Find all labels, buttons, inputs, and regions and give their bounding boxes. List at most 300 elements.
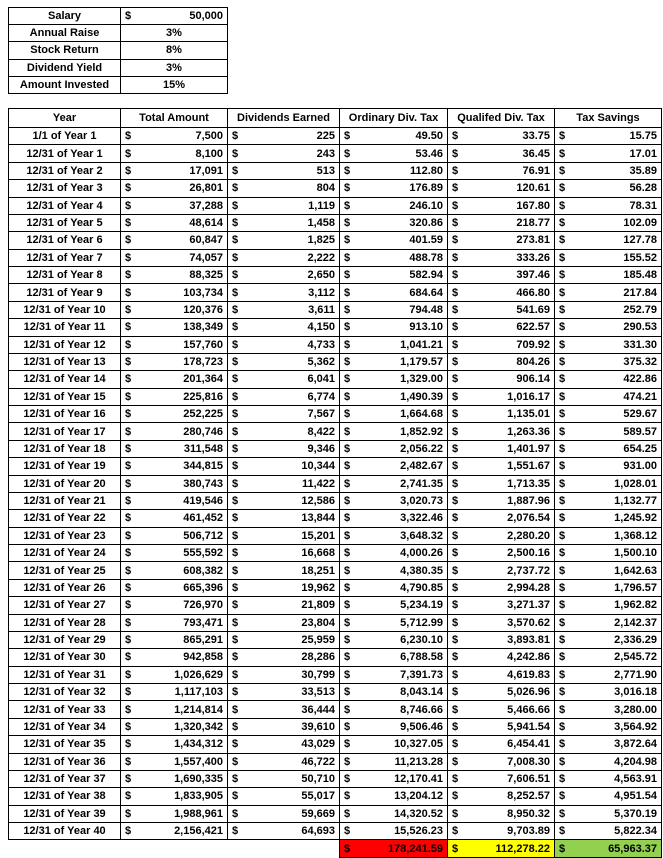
amount-cell[interactable]	[340, 162, 448, 179]
amount-cell[interactable]	[340, 736, 448, 753]
amount-cell[interactable]	[340, 631, 448, 648]
amount-cell[interactable]	[555, 214, 662, 231]
money-layout	[121, 182, 227, 194]
amount-cell[interactable]	[340, 701, 448, 718]
amount-cell[interactable]	[121, 579, 228, 596]
amount-cell[interactable]	[448, 701, 555, 718]
amount-cell[interactable]	[121, 753, 228, 770]
amount-cell[interactable]	[448, 631, 555, 648]
amount-cell[interactable]	[555, 805, 662, 822]
amount-cell[interactable]	[448, 440, 555, 457]
amount-cell[interactable]	[228, 423, 340, 440]
param-value[interactable]: 15%	[121, 76, 228, 93]
amount-cell[interactable]	[121, 562, 228, 579]
amount-cell[interactable]	[555, 666, 662, 683]
cell-value: 5,362	[307, 356, 335, 369]
amount-cell[interactable]	[121, 649, 228, 666]
amount-cell[interactable]	[448, 162, 555, 179]
cell-value: 9,506.46	[400, 720, 443, 733]
amount-cell[interactable]	[448, 527, 555, 544]
cell-value: 1,368.12	[614, 529, 657, 542]
amount-cell[interactable]	[340, 353, 448, 370]
amount-cell[interactable]	[121, 718, 228, 735]
year-cell[interactable]: 12/31 of Year 32	[9, 684, 121, 701]
amount-cell[interactable]	[555, 788, 662, 805]
year-cell[interactable]: 12/31 of Year 13	[9, 353, 121, 370]
amount-cell[interactable]	[121, 371, 228, 388]
amount-cell[interactable]	[121, 701, 228, 718]
money-layout	[228, 287, 339, 299]
year-cell[interactable]: 12/31 of Year 12	[9, 336, 121, 353]
amount-cell[interactable]	[228, 162, 340, 179]
amount-cell[interactable]	[228, 527, 340, 544]
amount-cell[interactable]	[448, 562, 555, 579]
amount-cell[interactable]	[340, 319, 448, 336]
currency-symbol: $	[452, 703, 459, 716]
amount-cell[interactable]	[555, 492, 662, 509]
year-cell[interactable]: 12/31 of Year 30	[9, 649, 121, 666]
amount-cell[interactable]	[448, 301, 555, 318]
amount-cell[interactable]	[340, 788, 448, 805]
amount-cell[interactable]	[228, 440, 340, 457]
amount-cell[interactable]	[340, 666, 448, 683]
year-cell[interactable]: 12/31 of Year 7	[9, 249, 121, 266]
amount-cell[interactable]	[555, 458, 662, 475]
amount-cell[interactable]	[448, 145, 555, 162]
column-header[interactable]: Year	[9, 109, 121, 128]
currency-symbol: $	[559, 599, 566, 612]
amount-cell[interactable]	[121, 492, 228, 509]
money-layout	[121, 651, 227, 663]
amount-cell[interactable]	[340, 579, 448, 596]
amount-cell[interactable]	[555, 319, 662, 336]
amount-cell[interactable]	[228, 353, 340, 370]
total-tax-savings-cell[interactable]	[555, 840, 662, 857]
amount-cell[interactable]	[228, 770, 340, 787]
amount-cell[interactable]	[340, 145, 448, 162]
currency-symbol: $	[232, 599, 239, 612]
amount-cell[interactable]	[555, 527, 662, 544]
amount-cell[interactable]	[555, 423, 662, 440]
amount-cell[interactable]	[228, 475, 340, 492]
amount-cell[interactable]	[340, 614, 448, 631]
amount-cell[interactable]	[448, 475, 555, 492]
amount-cell[interactable]	[121, 510, 228, 527]
amount-cell[interactable]	[121, 823, 228, 840]
amount-cell[interactable]	[448, 718, 555, 735]
amount-cell[interactable]	[555, 406, 662, 423]
amount-cell[interactable]	[228, 128, 340, 145]
param-value[interactable]: 8%	[121, 42, 228, 59]
amount-cell[interactable]	[448, 770, 555, 787]
column-header[interactable]: Total Amount	[121, 109, 228, 128]
year-cell[interactable]: 12/31 of Year 29	[9, 631, 121, 648]
amount-cell[interactable]	[121, 214, 228, 231]
amount-cell[interactable]	[340, 388, 448, 405]
year-cell[interactable]: 12/31 of Year 33	[9, 701, 121, 718]
amount-cell[interactable]	[448, 284, 555, 301]
money-layout	[340, 373, 447, 385]
currency-symbol: $	[452, 773, 459, 786]
amount-cell[interactable]	[340, 197, 448, 214]
amount-cell[interactable]	[448, 232, 555, 249]
amount-cell[interactable]	[555, 232, 662, 249]
amount-cell[interactable]	[228, 631, 340, 648]
amount-cell[interactable]	[448, 510, 555, 527]
amount-cell[interactable]	[340, 214, 448, 231]
money-layout	[555, 443, 661, 455]
param-label[interactable]: Salary	[9, 8, 121, 25]
param-label[interactable]: Annual Raise	[9, 25, 121, 42]
year-cell[interactable]: 12/31 of Year 14	[9, 371, 121, 388]
amount-cell[interactable]	[448, 319, 555, 336]
amount-cell[interactable]	[340, 336, 448, 353]
amount-cell[interactable]	[121, 249, 228, 266]
amount-cell[interactable]	[340, 128, 448, 145]
year-cell[interactable]: 12/31 of Year 21	[9, 492, 121, 509]
currency-symbol: $	[559, 651, 566, 664]
amount-cell[interactable]	[121, 631, 228, 648]
money-layout	[228, 356, 339, 368]
amount-cell[interactable]	[228, 301, 340, 318]
amount-cell[interactable]	[448, 388, 555, 405]
currency-symbol: $	[125, 147, 132, 160]
amount-cell[interactable]	[555, 249, 662, 266]
param-value[interactable]	[121, 8, 228, 25]
cell-value: 397.46	[516, 269, 550, 282]
amount-cell[interactable]	[448, 666, 555, 683]
param-value[interactable]: 3%	[121, 25, 228, 42]
amount-cell[interactable]	[121, 423, 228, 440]
amount-cell[interactable]	[555, 701, 662, 718]
amount-cell[interactable]	[228, 180, 340, 197]
amount-cell[interactable]	[340, 510, 448, 527]
amount-cell[interactable]	[448, 597, 555, 614]
amount-cell[interactable]	[555, 736, 662, 753]
amount-cell[interactable]	[228, 388, 340, 405]
amount-cell[interactable]	[448, 736, 555, 753]
amount-cell[interactable]	[228, 197, 340, 214]
column-header[interactable]: Tax Savings	[555, 109, 662, 128]
amount-cell[interactable]	[555, 267, 662, 284]
year-cell[interactable]: 12/31 of Year 22	[9, 510, 121, 527]
amount-cell[interactable]	[121, 284, 228, 301]
amount-cell[interactable]	[448, 423, 555, 440]
amount-cell[interactable]	[228, 562, 340, 579]
amount-cell[interactable]	[555, 823, 662, 840]
amount-cell[interactable]	[555, 510, 662, 527]
year-cell[interactable]: 12/31 of Year 23	[9, 527, 121, 544]
amount-cell[interactable]	[228, 718, 340, 735]
amount-cell[interactable]	[340, 458, 448, 475]
year-cell[interactable]: 12/31 of Year 17	[9, 423, 121, 440]
year-cell[interactable]: 12/31 of Year 35	[9, 736, 121, 753]
amount-cell[interactable]	[555, 180, 662, 197]
amount-cell[interactable]	[448, 353, 555, 370]
currency-symbol: $	[452, 720, 459, 733]
year-cell[interactable]: 12/31 of Year 27	[9, 597, 121, 614]
column-header[interactable]: Qualifed Div. Tax	[448, 109, 555, 128]
amount-cell[interactable]	[555, 145, 662, 162]
amount-cell[interactable]	[340, 545, 448, 562]
amount-cell[interactable]	[228, 597, 340, 614]
year-cell[interactable]: 12/31 of Year 6	[9, 232, 121, 249]
cell-value: 10,344	[301, 460, 335, 473]
amount-cell[interactable]	[228, 579, 340, 596]
year-cell[interactable]: 12/31 of Year 25	[9, 562, 121, 579]
amount-cell[interactable]	[121, 353, 228, 370]
amount-cell[interactable]	[121, 788, 228, 805]
param-label[interactable]: Stock Return	[9, 42, 121, 59]
amount-cell[interactable]	[228, 232, 340, 249]
amount-cell[interactable]	[448, 267, 555, 284]
param-label[interactable]: Dividend Yield	[9, 59, 121, 76]
amount-cell[interactable]	[228, 614, 340, 631]
amount-cell[interactable]	[555, 579, 662, 596]
year-cell[interactable]: 12/31 of Year 20	[9, 475, 121, 492]
amount-cell[interactable]	[228, 666, 340, 683]
amount-cell[interactable]	[340, 406, 448, 423]
amount-cell[interactable]	[340, 423, 448, 440]
year-cell[interactable]: 12/31 of Year 11	[9, 319, 121, 336]
amount-cell[interactable]	[448, 492, 555, 509]
amount-cell[interactable]	[340, 267, 448, 284]
amount-cell[interactable]	[121, 162, 228, 179]
amount-cell[interactable]	[555, 684, 662, 701]
year-cell[interactable]: 12/31 of Year 8	[9, 267, 121, 284]
amount-cell[interactable]	[121, 128, 228, 145]
money-layout	[340, 512, 447, 524]
year-cell[interactable]: 12/31 of Year 15	[9, 388, 121, 405]
amount-cell[interactable]	[228, 319, 340, 336]
amount-cell[interactable]	[121, 232, 228, 249]
amount-cell[interactable]	[448, 614, 555, 631]
amount-cell[interactable]	[228, 701, 340, 718]
amount-cell[interactable]	[121, 440, 228, 457]
amount-cell[interactable]	[228, 788, 340, 805]
amount-cell[interactable]	[228, 684, 340, 701]
year-cell[interactable]: 1/1 of Year 1	[9, 128, 121, 145]
total-ordinary-div-tax-cell[interactable]	[340, 840, 448, 857]
amount-cell[interactable]	[228, 545, 340, 562]
amount-cell[interactable]	[228, 267, 340, 284]
amount-cell[interactable]	[340, 562, 448, 579]
amount-cell[interactable]	[555, 353, 662, 370]
table-row	[9, 440, 662, 457]
year-cell[interactable]: 12/31 of Year 1	[9, 145, 121, 162]
amount-cell[interactable]	[555, 718, 662, 735]
amount-cell[interactable]	[555, 545, 662, 562]
year-cell[interactable]: 12/31 of Year 2	[9, 162, 121, 179]
amount-cell[interactable]	[228, 753, 340, 770]
amount-cell[interactable]	[555, 649, 662, 666]
amount-cell[interactable]	[121, 805, 228, 822]
year-cell[interactable]: 12/31 of Year 36	[9, 753, 121, 770]
money-layout	[228, 217, 339, 229]
amount-cell[interactable]	[340, 440, 448, 457]
amount-cell[interactable]	[121, 597, 228, 614]
amount-cell[interactable]	[228, 510, 340, 527]
amount-cell[interactable]	[121, 458, 228, 475]
amount-cell[interactable]	[121, 475, 228, 492]
amount-cell[interactable]	[340, 371, 448, 388]
year-cell[interactable]: 12/31 of Year 5	[9, 214, 121, 231]
amount-cell[interactable]	[121, 145, 228, 162]
amount-cell[interactable]	[448, 336, 555, 353]
amount-cell[interactable]	[555, 770, 662, 787]
cell-value: 33.75	[522, 130, 550, 143]
amount-cell[interactable]	[121, 527, 228, 544]
year-cell[interactable]: 12/31 of Year 19	[9, 458, 121, 475]
amount-cell[interactable]	[228, 214, 340, 231]
amount-cell[interactable]	[228, 406, 340, 423]
amount-cell[interactable]	[228, 284, 340, 301]
amount-cell[interactable]	[121, 406, 228, 423]
year-cell[interactable]: 12/31 of Year 18	[9, 440, 121, 457]
amount-cell[interactable]	[121, 736, 228, 753]
amount-cell[interactable]	[228, 736, 340, 753]
amount-cell[interactable]	[555, 631, 662, 648]
amount-cell[interactable]	[121, 301, 228, 318]
amount-cell[interactable]	[555, 440, 662, 457]
money-layout	[340, 530, 447, 542]
amount-cell[interactable]	[340, 475, 448, 492]
amount-cell[interactable]	[555, 388, 662, 405]
money-layout	[448, 721, 554, 733]
amount-cell[interactable]	[448, 197, 555, 214]
amount-cell[interactable]	[448, 545, 555, 562]
year-cell[interactable]: 12/31 of Year 28	[9, 614, 121, 631]
amount-cell[interactable]	[448, 649, 555, 666]
amount-cell[interactable]	[340, 180, 448, 197]
amount-cell[interactable]	[448, 406, 555, 423]
amount-cell[interactable]	[555, 371, 662, 388]
currency-symbol: $	[232, 807, 239, 820]
amount-cell[interactable]	[121, 336, 228, 353]
amount-cell[interactable]	[555, 614, 662, 631]
amount-cell[interactable]	[228, 249, 340, 266]
year-cell[interactable]: 12/31 of Year 26	[9, 579, 121, 596]
column-header[interactable]: Ordinary Div. Tax	[340, 109, 448, 128]
amount-cell[interactable]	[340, 684, 448, 701]
currency-symbol: $	[452, 130, 459, 143]
amount-cell[interactable]	[555, 475, 662, 492]
year-cell[interactable]: 12/31 of Year 24	[9, 545, 121, 562]
currency-symbol: $	[559, 686, 566, 699]
amount-cell[interactable]	[448, 128, 555, 145]
amount-cell[interactable]	[555, 301, 662, 318]
amount-cell[interactable]	[228, 336, 340, 353]
amount-cell[interactable]	[121, 197, 228, 214]
year-cell[interactable]: 12/31 of Year 3	[9, 180, 121, 197]
year-cell[interactable]: 12/31 of Year 9	[9, 284, 121, 301]
amount-cell[interactable]	[228, 805, 340, 822]
amount-cell[interactable]	[555, 562, 662, 579]
amount-cell[interactable]	[448, 753, 555, 770]
amount-cell[interactable]	[121, 614, 228, 631]
amount-cell[interactable]	[340, 232, 448, 249]
amount-cell[interactable]	[448, 579, 555, 596]
currency-symbol: $	[344, 529, 351, 542]
amount-cell[interactable]	[555, 284, 662, 301]
param-label[interactable]: Amount Invested	[9, 76, 121, 93]
year-cell[interactable]: 12/31 of Year 40	[9, 823, 121, 840]
amount-cell[interactable]	[340, 805, 448, 822]
money-layout	[555, 547, 661, 559]
amount-cell[interactable]	[555, 597, 662, 614]
amount-cell[interactable]	[340, 249, 448, 266]
amount-cell[interactable]	[121, 545, 228, 562]
year-cell[interactable]: 12/31 of Year 4	[9, 197, 121, 214]
amount-cell[interactable]	[448, 684, 555, 701]
amount-cell[interactable]	[448, 823, 555, 840]
amount-cell[interactable]	[340, 823, 448, 840]
cell-value: 59,669	[301, 807, 335, 820]
amount-cell[interactable]	[340, 301, 448, 318]
amount-cell[interactable]	[340, 492, 448, 509]
amount-cell[interactable]	[340, 753, 448, 770]
amount-cell[interactable]	[228, 823, 340, 840]
money-layout	[448, 182, 554, 194]
amount-cell[interactable]	[121, 666, 228, 683]
amount-cell[interactable]	[228, 649, 340, 666]
total-qualified-div-tax-cell[interactable]	[448, 840, 555, 857]
amount-cell[interactable]	[448, 458, 555, 475]
year-cell[interactable]: 12/31 of Year 16	[9, 406, 121, 423]
year-cell[interactable]: 12/31 of Year 37	[9, 770, 121, 787]
amount-cell[interactable]	[121, 770, 228, 787]
year-cell[interactable]: 12/31 of Year 34	[9, 718, 121, 735]
year-cell[interactable]: 12/31 of Year 31	[9, 666, 121, 683]
year-cell[interactable]: 12/31 of Year 38	[9, 788, 121, 805]
column-header[interactable]: Dividends Earned	[228, 109, 340, 128]
amount-cell[interactable]	[555, 162, 662, 179]
currency-symbol: $	[452, 564, 459, 577]
amount-cell[interactable]	[121, 684, 228, 701]
amount-cell[interactable]	[228, 492, 340, 509]
amount-cell[interactable]	[555, 753, 662, 770]
cell-value: 684.64	[409, 286, 443, 299]
money-layout	[555, 200, 661, 212]
amount-cell[interactable]	[340, 649, 448, 666]
amount-cell[interactable]	[228, 458, 340, 475]
amount-cell[interactable]	[121, 388, 228, 405]
amount-cell[interactable]	[121, 180, 228, 197]
amount-cell[interactable]	[448, 249, 555, 266]
amount-cell[interactable]	[340, 527, 448, 544]
amount-cell[interactable]	[340, 284, 448, 301]
amount-cell[interactable]	[448, 180, 555, 197]
amount-cell[interactable]	[228, 145, 340, 162]
amount-cell[interactable]	[340, 770, 448, 787]
amount-cell[interactable]	[121, 319, 228, 336]
amount-cell[interactable]	[448, 805, 555, 822]
money-layout	[228, 339, 339, 351]
amount-cell[interactable]	[555, 197, 662, 214]
amount-cell[interactable]	[448, 371, 555, 388]
amount-cell[interactable]	[121, 267, 228, 284]
amount-cell[interactable]	[340, 718, 448, 735]
amount-cell[interactable]	[340, 597, 448, 614]
year-cell[interactable]: 12/31 of Year 39	[9, 805, 121, 822]
year-cell[interactable]: 12/31 of Year 10	[9, 301, 121, 318]
amount-cell[interactable]	[555, 336, 662, 353]
amount-cell[interactable]	[555, 128, 662, 145]
amount-cell[interactable]	[448, 788, 555, 805]
amount-cell[interactable]	[228, 371, 340, 388]
param-value[interactable]: 3%	[121, 59, 228, 76]
amount-cell[interactable]	[448, 214, 555, 231]
